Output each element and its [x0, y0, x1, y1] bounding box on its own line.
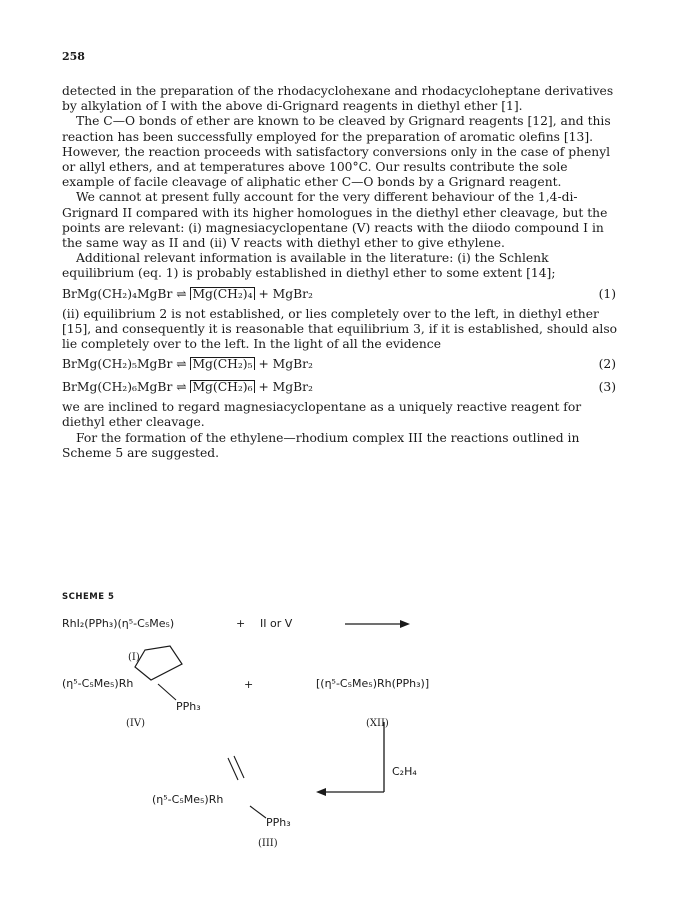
equation-1-ring: Mg(CH₂)₄ [192, 286, 253, 301]
equation-1-right: + MgBr₂ [254, 286, 313, 301]
arrow-left-head [316, 788, 326, 796]
paragraph-4: Additional relevant information is available in the literature: (i) the Schlenk equilibrium (eq. 1) is probably established in diethyl ether to some extent [14]; [62, 251, 556, 281]
compound-iv-pph3: PPh₃ [176, 700, 201, 713]
equation-3-ring: Mg(CH₂)₆ [192, 380, 253, 395]
scheme-plus-1: + [236, 617, 246, 630]
label-compound-i: (I) [128, 652, 140, 663]
equation-3-number: (3) [598, 380, 616, 395]
equation-3-right: + MgBr₂ [254, 380, 313, 395]
equation-1-left: BrMg(CH₂)₄MgBr ⇌ [62, 286, 191, 301]
equation-1-number: (1) [598, 286, 616, 301]
label-compound-iii: (III) [258, 838, 278, 849]
paragraph-7: For the formation of the ethylene—rhodium complex III the reactions outlined in Scheme 5 are suggested. [62, 430, 580, 460]
paragraph-3: We cannot at present fully account for the very different behaviour of the 1,4-di-Grignard II compared with its higher homologues in the diethyl ether cleavage, but the points are relevant: (i) magnesiacyclopentane (V) reacts with the diiodo compound I in the same way as II and (ii) V reacts with diethyl ether to give ethylene. [62, 190, 608, 251]
label-compound-xii: (XII) [366, 718, 389, 729]
ethylene-reagent: C₂H₄ [392, 765, 417, 778]
scheme-reagents: II or V [260, 617, 293, 630]
fragment-xii: [(η⁵-C₅Me₅)Rh(PPh₃)] [316, 677, 430, 690]
reactant-rhi2: RhI₂(PPh₃)(η⁵-C₅Me₅) [62, 617, 175, 630]
rhodacyclopentane-ring [135, 646, 182, 680]
equation-2-number: (2) [598, 357, 616, 372]
compound-iv-rh: (η⁵-C₅Me₅)Rh [62, 677, 134, 690]
label-compound-iv: (IV) [126, 718, 145, 729]
compound-iii-pph3: PPh₃ [266, 816, 291, 829]
scheme-label: SCHEME 5 [62, 592, 115, 602]
reaction-arrow-head [400, 620, 410, 628]
equation-2-right: + MgBr₂ [254, 357, 313, 372]
scheme-plus-2: + [244, 678, 254, 691]
paragraph-5: (ii) equilibrium 2 is not established, or lies completely over to the left, in diethyl ether [15], and consequently it is reasonable that equilibrium 3, if it is established, should also lie completely over to the left. In the light of all the evidence [62, 306, 618, 352]
rh-pph3-bond-iii [250, 806, 266, 818]
page-number: 258 [62, 50, 85, 63]
paragraph-1: detected in the preparation of the rhodacyclohexane and rhodacycloheptane derivatives by alkylation of I with the above di-Grignard reagents in diethyl ether [1]. [62, 84, 614, 114]
rh-pph3-bond-iv [158, 684, 176, 700]
paragraph-6: we are inclined to regard magnesiacyclopentane as a uniquely reactive reagent for diethyl ether cleavage. [62, 400, 582, 430]
paragraph-2: The C—O bonds of ether are known to be cleaved by Grignard reagents [12], and this reaction has been successfully employed for the preparation of aromatic olefins [13]. However, the reaction proceeds with satisfactory conversions only in the case of phenyl or allyl ethers, and at temperatures above 100°C. Our results contribute the sole example of facile cleavage of aliphatic ether C—O bonds by a Grignard reagent. [62, 114, 611, 190]
compound-iii-rh: (η⁵-C₅Me₅)Rh [152, 793, 224, 806]
equation-2-left: BrMg(CH₂)₅MgBr ⇌ [62, 357, 191, 372]
equation-2-ring: Mg(CH₂)₅ [192, 357, 253, 372]
equation-3-left: BrMg(CH₂)₆MgBr ⇌ [62, 380, 191, 395]
